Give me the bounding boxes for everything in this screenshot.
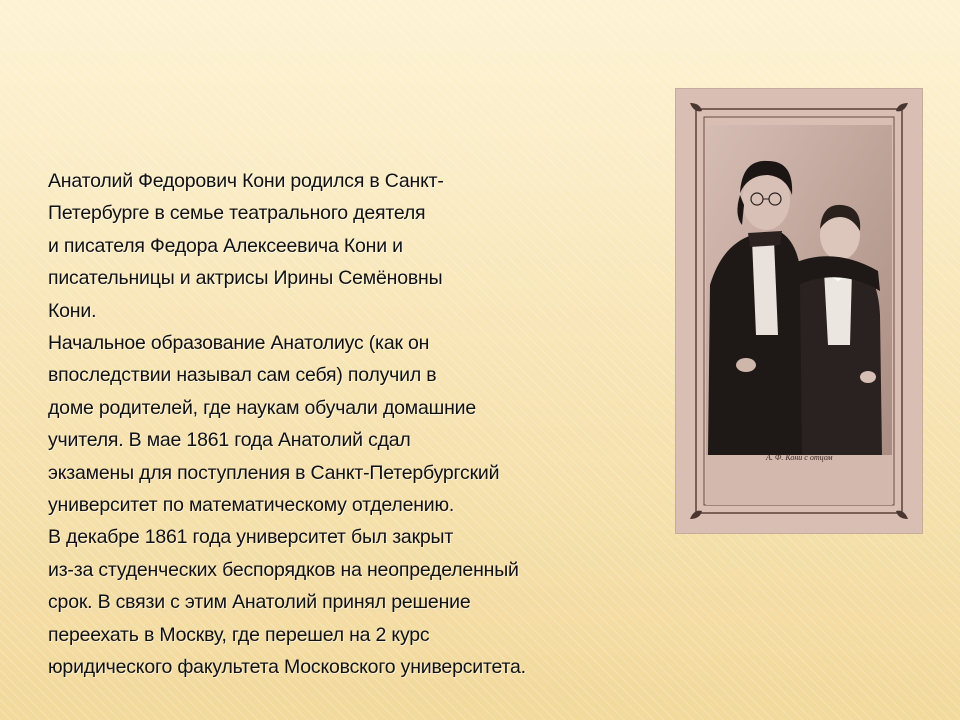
text-line: из-за студенческих беспорядков на неопределенный [48, 558, 519, 581]
portrait-photo [676, 89, 922, 533]
text-line: юридического факультета Московского университета. [48, 656, 526, 679]
text-line: и писателя Федора Алексеевича Кони и [48, 234, 403, 257]
text-line: Петербурге в семье театрального деятеля [48, 202, 426, 225]
text-line: Анатолий Федорович Кони родился в Санкт- [48, 170, 444, 192]
text-line: В декабре 1861 года университет был закрыт [48, 526, 454, 549]
text-line: Кони. [48, 299, 97, 322]
text-line: университет по математическому отделению. [48, 494, 455, 517]
photo-caption: А. Ф. Кони с отцом [766, 453, 833, 462]
vintage-portrait-image [682, 95, 916, 527]
biography-text [48, 165, 608, 684]
text-line: доме родителей, где наукам обучали домашние [48, 396, 476, 419]
text-line: переехать в Москву, где перешел на 2 курс [48, 623, 430, 646]
text-line: экзамены для поступления в Санкт-Петербургский [48, 461, 500, 484]
text-line: впоследствии называл сам себя) получил в [48, 364, 437, 387]
text-line: писательницы и актрисы Ирины Семёновны [48, 267, 443, 290]
text-line: срок. В связи с этим Анатолий принял решение [48, 591, 471, 614]
text-line: Начальное образование Анатолиус (как он [48, 332, 430, 355]
text-line: учителя. В мае 1861 года Анатолий сдал [48, 429, 411, 452]
